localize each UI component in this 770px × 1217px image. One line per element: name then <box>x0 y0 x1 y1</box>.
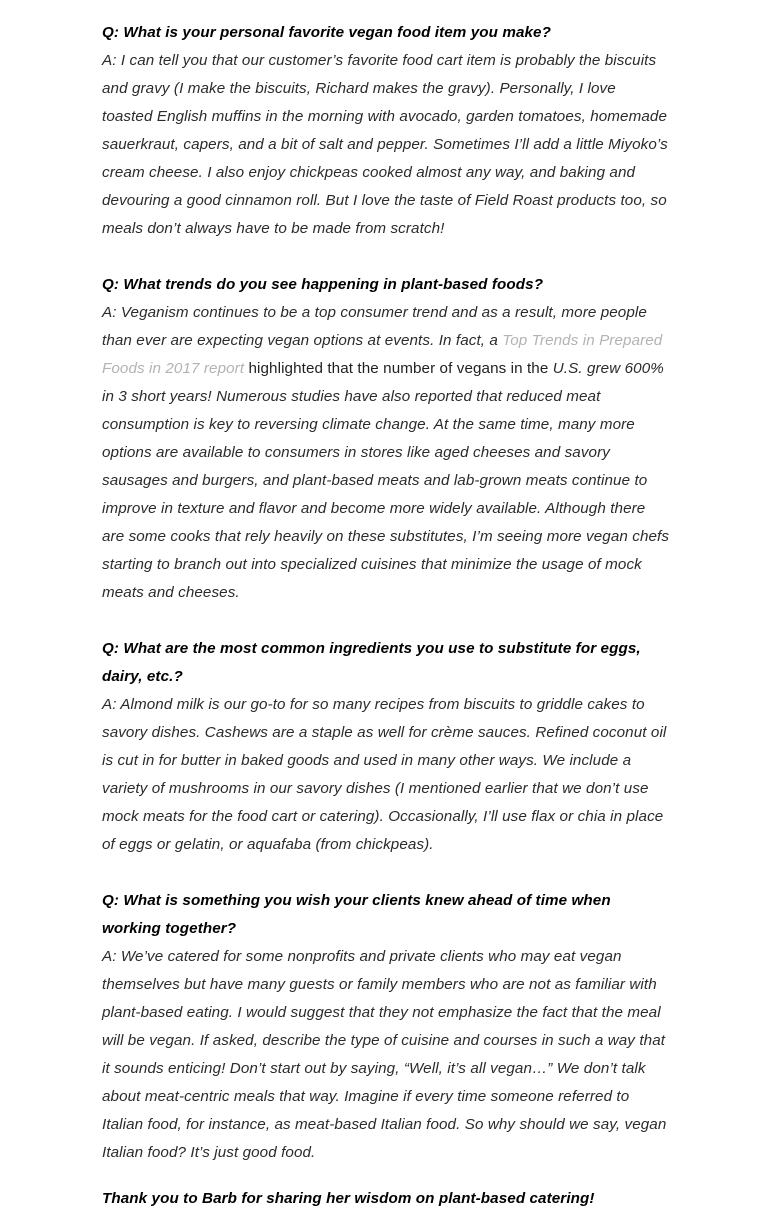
answer-text <box>102 299 670 607</box>
answer-text-part: U.S. grew 600% in 3 short years! Numerous studies have also reported that reduced meat consumption is key to reversing climate change. At the same time, many more options are available to consumers in stores like aged cheeses and savory sausages and burgers, and plant-based meats and lab-grown meats continue to improve in texture and flavor and become more widely available. Although there are some cooks that rely heavily on these substitutes, I’m seeing more vegan chefs starting to branch out into specialized cuisines that minimize the usage of mock meats and cheeses. <box>102 360 670 601</box>
question-text: Q: What is something you wish your clients knew ahead of time when working together? <box>102 892 611 937</box>
answer-text: A: I can tell you that our customer’s favorite food cart item is probably the biscuits and gravy (I make the biscuits, Richard makes the gravy). Personally, I love toasted English muffins in the morning with avocado, garden tomatoes, homemade sauerkraut, capers, and a bit of salt and pepper. Sometimes I’ll add a little Miyoko’s cream cheese. I also enjoy chickpeas cooked almost any way, and baking and devouring a good cinnamon roll. But I love the taste of Field Roast products too, so meals don’t always have to be made from scratch! <box>102 52 668 237</box>
question-text: Q: What trends do you see happening in plant-based foods? <box>102 276 544 293</box>
answer-text-part: highlighted that the number of vegans in the <box>244 360 549 377</box>
closing-thanks: Thank you to Barb for sharing her wisdom on plant-based catering! <box>102 1190 595 1207</box>
qa-block-client-advice <box>102 887 670 1167</box>
question-text: Q: What are the most common ingredients you use to substitute for eggs, dairy, etc.? <box>102 640 641 685</box>
answer-text-part: A: Veganism continues to be a top consumer trend and as a result, more people than ever are expecting vegan options at events. In fact, a <box>102 304 647 349</box>
answer-text: A: We’ve catered for some nonprofits and private clients who may eat vegan themselves but have many guests or family members who are not as familiar with plant-based eating. I would suggest that they not emphasize the fact that the meal will be vegan. If asked, describe the type of cuisine and courses in such a way that it sounds enticing! Don’t start out by saying, “Well, it’s all vegan…” We don’t talk about meat-centric meals that way. Imagine if every time someone referred to Italian food, for instance, as meat-based Italian food. So why should we say, vegan Italian food? It’s just good food. <box>102 948 667 1161</box>
top-trends-report-link[interactable]: Top Trends in Prepared Foods in 2017 report <box>102 332 663 377</box>
qa-block-substitutes <box>102 635 670 859</box>
qa-block-trends <box>102 271 670 607</box>
question-text: Q: What is your personal favorite vegan food item you make? <box>102 24 551 41</box>
answer-text: A: Almond milk is our go-to for so many recipes from biscuits to griddle cakes to savory dishes. Cashews are a staple as well for crème sauces. Refined coconut oil is cut in for butter in baked goods and used in many other ways. We include a variety of mushrooms in our savory dishes (I mentioned earlier that we don’t use mock meats for the food cart or catering). Occasionally, I’ll use flax or chia in place of eggs or gelatin, or aquafaba (from chickpeas). <box>102 696 667 853</box>
qa-block-favorite-item <box>102 19 670 243</box>
article-body <box>102 19 670 1213</box>
